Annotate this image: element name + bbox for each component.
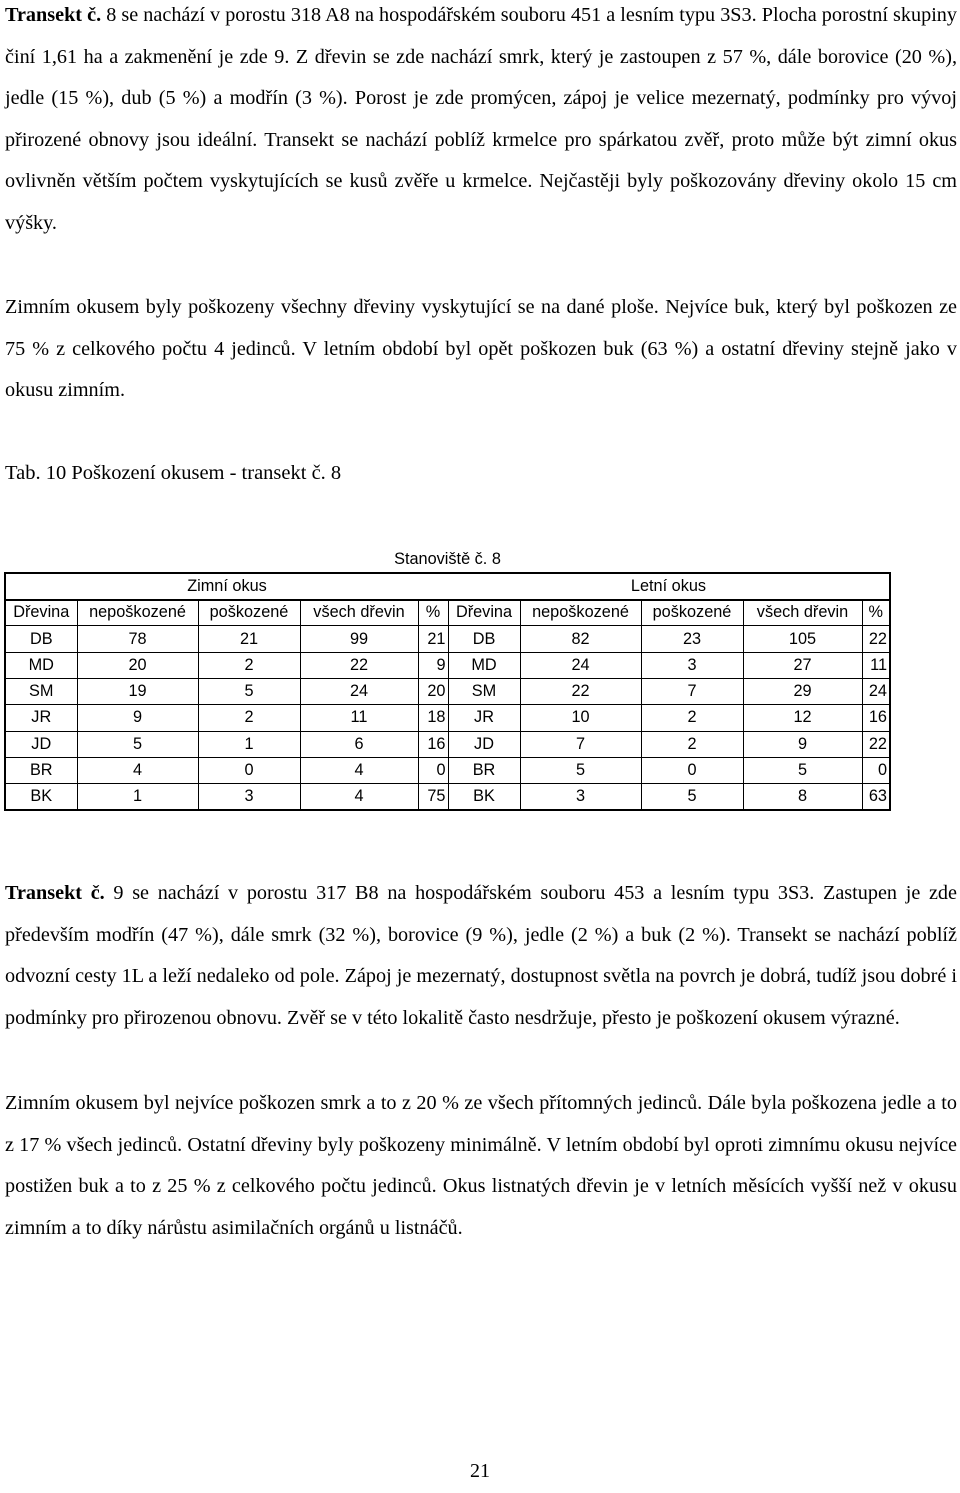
table-cell: 23 (641, 626, 743, 652)
table-cell: 1 (77, 784, 198, 810)
table-cell: 18 (418, 705, 448, 731)
transekt-8-text: 8 se nachází v porostu 318 A8 na hospodářském souboru 451 a lesním typu 3S3. Plocha porostní skupiny činí 1,61 ha a zakmenění je zde 9. Z dřevin se zde nachází smrk, který je zastoupen z 57 %, dále borovice (20 %), jedle (15 %), dub (5 %) a modřín (3 %). Porost je zde promýcen, zápoj je velice mezernatý, podmínky pro vývoj přirozené obnovy jsou ideální. Transekt se nachází poblíž krmelce pro spárkatou zvěř, proto může být zimní okus ovlivněn větším počtem vyskytujících se kusů zvěře u krmelce. Nejčastěji byly poškozovány dřeviny okolo 15 cm výšky. (5, 4, 957, 234)
table-cell: 16 (862, 705, 890, 731)
column-header-row (5, 600, 890, 626)
paragraph-transekt-9 (5, 873, 957, 1039)
table-cell: 9 (743, 731, 862, 757)
page-number: 21 (470, 1460, 490, 1482)
table-cell: 20 (77, 652, 198, 678)
transekt-9-text: 9 se nachází v porostu 317 B8 na hospodářském souboru 453 a lesním typu 3S3. Zastupen je zde především modřín (47 %), dále smrk (32 %), borovice (9 %), jedle (2 %) a buk (2 %). Transekt se nachází poblíž odvozní cesty 1L a leží nedaleko od pole. Zápoj je mezernatý, dostupnost světla na povrch je dobrá, tudíž jsou dobré i podmínky pro přirozenou obnovu. Zvěř se v této lokalitě často nesdržuje, přesto je poškození okusem výrazné. (5, 882, 957, 1029)
column-header: všech dřevin (300, 600, 418, 626)
table-cell: 82 (520, 626, 641, 652)
column-header: všech dřevin (743, 600, 862, 626)
table-cell: 4 (300, 784, 418, 810)
table-cell: 10 (520, 705, 641, 731)
summer-browse-header: Letní okus (448, 573, 890, 599)
column-header: nepoškozené (77, 600, 198, 626)
table-cell: 7 (641, 678, 743, 704)
table-cell: BK (5, 784, 77, 810)
table-cell: 4 (300, 757, 418, 783)
table-cell: 16 (418, 731, 448, 757)
table-row (5, 757, 890, 783)
table-cell: 7 (520, 731, 641, 757)
table-cell: 27 (743, 652, 862, 678)
table-cell: 20 (418, 678, 448, 704)
table-cell: BR (448, 757, 520, 783)
table-cell: 2 (198, 652, 300, 678)
table-cell: 3 (641, 652, 743, 678)
table-cell: 9 (77, 705, 198, 731)
table-cell: 21 (418, 626, 448, 652)
table-cell: JD (448, 731, 520, 757)
table-title: Stanoviště č. 8 (5, 547, 890, 573)
table-row (5, 731, 890, 757)
paragraph-winter-damage-8: Zimním okusem byly poškozeny všechny dřeviny vyskytující se na dané ploše. Nejvíce buk, který byl poškozen ze 75 % z celkového počtu 4 jedinců. V letním období byl opět poškozen buk (63 %) a ostatní dřeviny stejně jako v okusu zimním. (5, 296, 957, 402)
table-cell: 3 (198, 784, 300, 810)
table-cell: JR (448, 705, 520, 731)
transekt-9-label: Transekt č. (5, 882, 105, 904)
table-cell: JR (5, 705, 77, 731)
column-header: poškozené (198, 600, 300, 626)
column-header: % (418, 600, 448, 626)
table-cell: 8 (743, 784, 862, 810)
table-cell: 5 (198, 678, 300, 704)
table-cell: 5 (743, 757, 862, 783)
transekt-8-label: Transekt č. (5, 4, 102, 26)
column-header: % (862, 600, 890, 626)
table-cell: SM (5, 678, 77, 704)
table-row (5, 705, 890, 731)
table-cell: MD (5, 652, 77, 678)
table-cell: 11 (300, 705, 418, 731)
table-cell: 19 (77, 678, 198, 704)
table-cell: 0 (862, 757, 890, 783)
table-cell: 24 (520, 652, 641, 678)
table-cell: 24 (300, 678, 418, 704)
table-cell: 12 (743, 705, 862, 731)
table-row (5, 652, 890, 678)
table-cell: 2 (641, 705, 743, 731)
table-cell: DB (448, 626, 520, 652)
table-cell: BR (5, 757, 77, 783)
table-cell: 11 (862, 652, 890, 678)
table-cell: 78 (77, 626, 198, 652)
table-cell: 22 (300, 652, 418, 678)
table-cell: JD (5, 731, 77, 757)
table-cell: 24 (862, 678, 890, 704)
damage-table (4, 547, 891, 811)
table-cell: 22 (520, 678, 641, 704)
table-row (5, 784, 890, 810)
column-header: poškozené (641, 600, 743, 626)
table-cell: 1 (198, 731, 300, 757)
table-cell: BK (448, 784, 520, 810)
table-row (5, 678, 890, 704)
table-caption: Tab. 10 Poškození okusem - transekt č. 8 (5, 462, 342, 484)
table-cell: 2 (198, 705, 300, 731)
table-cell: DB (5, 626, 77, 652)
table-cell: MD (448, 652, 520, 678)
table-cell: 63 (862, 784, 890, 810)
table-cell: 5 (641, 784, 743, 810)
table-cell: 0 (198, 757, 300, 783)
table-cell: 21 (198, 626, 300, 652)
table-cell: 75 (418, 784, 448, 810)
table-cell: 22 (862, 731, 890, 757)
table-row (5, 626, 890, 652)
table-cell: 9 (418, 652, 448, 678)
table-cell: 5 (520, 757, 641, 783)
table-cell: 22 (862, 626, 890, 652)
table-cell: 0 (641, 757, 743, 783)
winter-browse-header: Zimní okus (5, 573, 448, 599)
column-header: nepoškozené (520, 600, 641, 626)
table-cell: 5 (77, 731, 198, 757)
table-cell: 4 (77, 757, 198, 783)
column-header: Dřevina (5, 600, 77, 626)
table-cell: 0 (418, 757, 448, 783)
table-cell: 99 (300, 626, 418, 652)
table-cell: 3 (520, 784, 641, 810)
paragraph-winter-damage-9: Zimním okusem byl nejvíce poškozen smrk a to z 20 % ze všech přítomných jedinců. Dále byla poškozena jedle a to z 17 % všech jedinců. Ostatní dřeviny byly poškozeny minimálně. V letním období byl oproti zimnímu okusu nejvíce postižen buk a to z 25 % z celkového počtu jedinců. Okus listnatých dřevin je v letních měsících vyšší než v okusu zimním a to díky nárůstu asimilačních orgánů u listnáčů. (5, 1092, 957, 1239)
paragraph-transekt-8 (5, 0, 957, 245)
table-cell: SM (448, 678, 520, 704)
column-header: Dřevina (448, 600, 520, 626)
table-cell: 2 (641, 731, 743, 757)
table-cell: 29 (743, 678, 862, 704)
table-cell: 6 (300, 731, 418, 757)
table-cell: 105 (743, 626, 862, 652)
